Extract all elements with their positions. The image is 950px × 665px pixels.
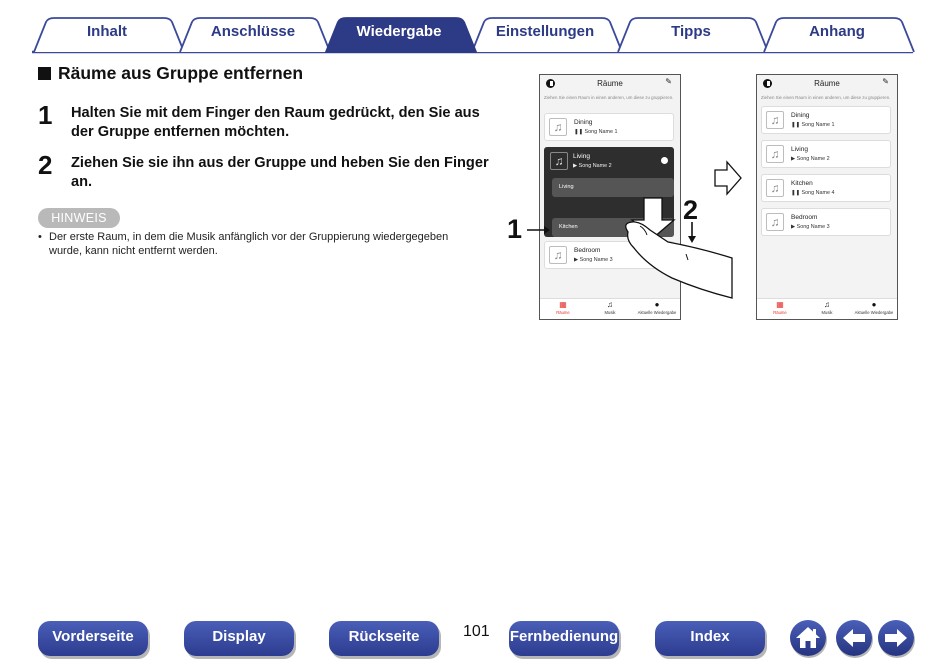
step-number: 1 xyxy=(38,100,53,130)
step-text: Halten Sie mit dem Finger den Raum gedrückt, den Sie aus der Gruppe entfernen möchten. xyxy=(71,105,480,140)
nav-display-button[interactable]: Display xyxy=(184,621,294,656)
music-note-icon: ♫ xyxy=(766,179,784,197)
footer-label: Räume xyxy=(773,310,787,315)
home-button[interactable] xyxy=(790,620,826,656)
step-number: 2 xyxy=(38,150,53,180)
nav-vorderseite-button[interactable]: Vorderseite xyxy=(38,621,148,656)
forward-button[interactable] xyxy=(878,620,914,656)
music-note-icon: ♫ xyxy=(549,118,567,136)
footer-music xyxy=(587,300,633,315)
room-name: Kitchen xyxy=(791,180,813,187)
drag-gesture-overlay xyxy=(500,190,740,300)
footer-label: Räume xyxy=(556,310,570,315)
music-icon: ♫ xyxy=(607,300,613,309)
music-note-icon: ♫ xyxy=(766,145,784,163)
song-line xyxy=(791,224,830,230)
section-heading xyxy=(38,63,303,84)
footer-rooms xyxy=(757,300,803,315)
chapter-tab-bar xyxy=(0,0,950,60)
note-bullet: • xyxy=(38,231,42,243)
nav-rueckseite-button[interactable]: Rückseite xyxy=(329,621,439,656)
phone-title: Räume xyxy=(597,79,623,88)
play-icon: ▶ xyxy=(791,224,797,230)
tab-einstellungen[interactable]: Einstellungen xyxy=(495,23,595,40)
play-icon: ▶ xyxy=(791,156,797,162)
song-line xyxy=(791,156,830,162)
pause-icon: ❚❚ xyxy=(574,129,585,135)
song-name: Song Name 1 xyxy=(584,129,618,135)
room-card-dining xyxy=(544,113,674,141)
tab-wiedergabe[interactable]: Wiedergabe xyxy=(356,23,442,40)
tab-anschluesse[interactable]: Anschlüsse xyxy=(210,23,296,40)
callout-1-arrow xyxy=(527,226,550,234)
room-card-living xyxy=(761,140,891,168)
tab-anhang[interactable]: Anhang xyxy=(809,23,865,40)
heading-square-icon xyxy=(38,67,51,80)
room-card-dining xyxy=(761,106,891,134)
play-circle-icon: ● xyxy=(654,300,660,309)
finger-icon xyxy=(626,222,732,298)
music-note-icon: ♫ xyxy=(550,152,568,170)
room-name: Living xyxy=(573,153,590,160)
back-arrow-icon xyxy=(836,620,872,656)
footer-label: Musik xyxy=(821,310,833,315)
pause-icon: ❚❚ xyxy=(791,122,802,128)
rooms-icon: ▦ xyxy=(559,300,567,309)
member-name: Kitchen xyxy=(559,224,578,230)
footer-label: Aktuelle Wiedergabe xyxy=(637,310,677,315)
room-name: Living xyxy=(791,146,808,153)
note-body: Der erste Raum, in dem die Musik anfänglich vor der Gruppierung wiedergegeben wurde, kann nicht entfernt werden. xyxy=(49,231,449,257)
callout-1-label: 1 xyxy=(507,214,523,244)
song-line xyxy=(791,190,835,196)
footer-rooms xyxy=(540,300,586,315)
nav-index-button[interactable]: Index xyxy=(655,621,765,656)
footer-now-playing xyxy=(634,300,680,315)
group-indicator-icon xyxy=(661,157,668,164)
phone-hint: Ziehen Sie einen Raum in einen anderen, um diese zu gruppieren. xyxy=(544,95,674,100)
song-name: Song Name 2 xyxy=(796,156,830,162)
step-text: Ziehen Sie sie ihn aus der Gruppe und heben Sie den Finger an. xyxy=(71,155,489,190)
footer-label: Musik xyxy=(604,310,616,315)
phone-footer xyxy=(540,298,680,319)
song-name: Song Name 4 xyxy=(801,190,835,196)
play-icon: ▶ xyxy=(573,163,579,169)
edit-pencil-icon: ✎ xyxy=(882,77,889,86)
callout-2-label: 2 xyxy=(683,195,699,225)
music-note-icon: ♫ xyxy=(766,213,784,231)
tab-inhalt[interactable]: Inhalt xyxy=(87,23,127,40)
song-line xyxy=(573,163,612,169)
phone-title: Räume xyxy=(814,79,840,88)
music-note-icon: ♫ xyxy=(766,111,784,129)
section-title: Räume aus Gruppe entfernen xyxy=(58,63,304,83)
transition-arrow-icon xyxy=(713,160,743,196)
footer-label: Aktuelle Wiedergabe xyxy=(854,310,894,315)
room-name: Dining xyxy=(791,112,810,119)
footer-now-playing xyxy=(851,300,897,315)
phone-header xyxy=(540,75,680,93)
room-name: Bedroom xyxy=(574,247,601,254)
music-icon: ♫ xyxy=(824,300,830,309)
music-note-icon: ♫ xyxy=(549,246,567,264)
forward-arrow-icon xyxy=(878,620,914,656)
tab-tipps[interactable]: Tipps xyxy=(671,23,711,40)
member-name: Living xyxy=(559,184,574,190)
song-line xyxy=(791,122,835,128)
song-name: Song Name 1 xyxy=(801,122,835,128)
home-icon xyxy=(790,620,826,656)
play-circle-icon: ● xyxy=(871,300,877,309)
pause-icon: ❚❚ xyxy=(791,190,802,196)
song-line xyxy=(574,129,618,135)
song-name: Song Name 3 xyxy=(796,224,830,230)
page-number: 101 xyxy=(463,623,490,640)
rooms-icon: ▦ xyxy=(776,300,784,309)
note-badge: HINWEIS xyxy=(38,208,120,228)
phone-hint: Ziehen Sie einen Raum in einen anderen, um diese zu gruppieren. xyxy=(761,95,891,100)
phone-after xyxy=(756,74,898,320)
room-card-kitchen xyxy=(761,174,891,202)
room-name: Dining xyxy=(574,119,593,126)
phone-header xyxy=(757,75,897,93)
edit-pencil-icon: ✎ xyxy=(665,77,672,86)
back-button[interactable] xyxy=(836,620,872,656)
nav-fernbedienung-button[interactable]: Fernbedienung xyxy=(509,621,619,656)
song-name: Song Name 3 xyxy=(579,257,613,263)
room-name: Bedroom xyxy=(791,214,818,221)
song-name: Song Name 2 xyxy=(578,163,612,169)
footer-music xyxy=(804,300,850,315)
phone-footer xyxy=(757,298,897,319)
play-icon: ▶ xyxy=(574,257,580,263)
room-card-bedroom xyxy=(761,208,891,236)
